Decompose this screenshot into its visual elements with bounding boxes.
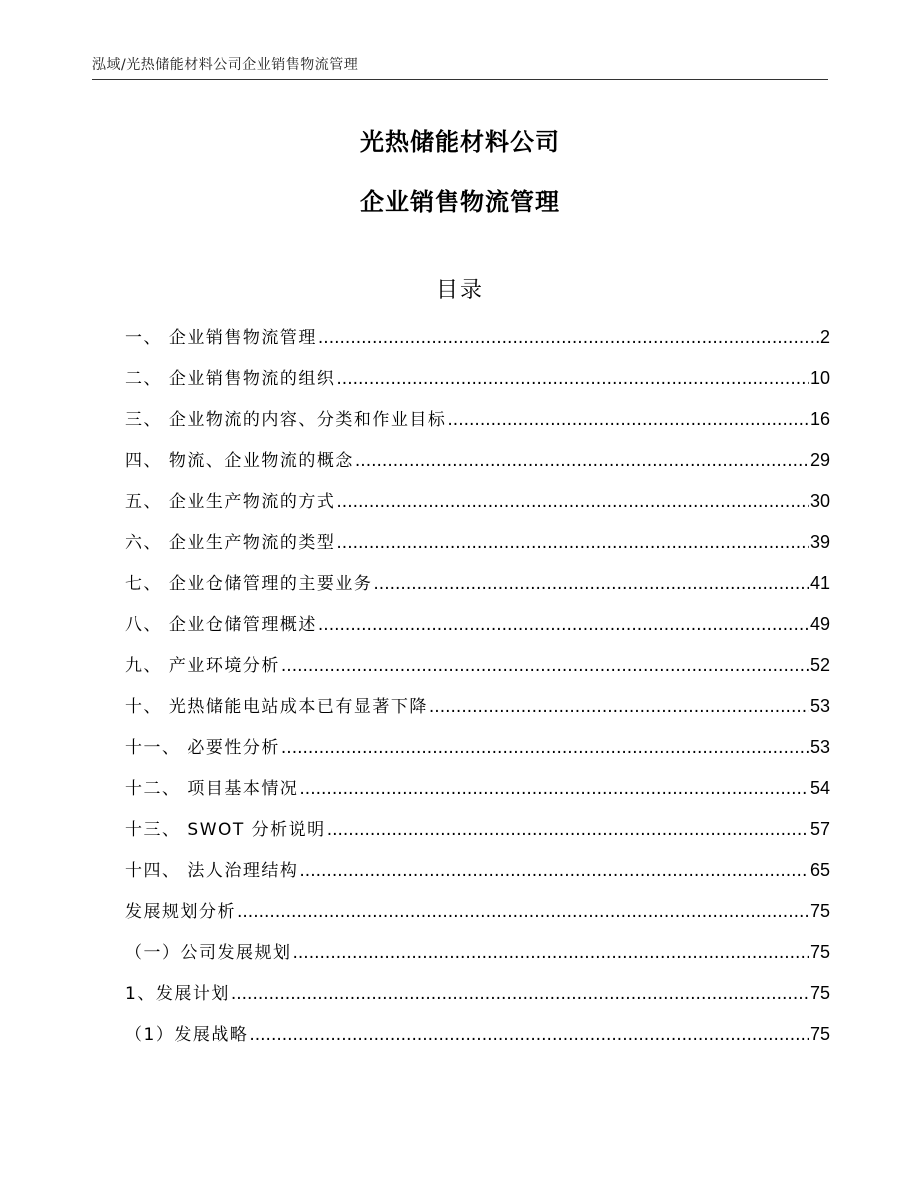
toc-entry-page: 41 <box>809 573 830 593</box>
toc-leader-dots <box>336 364 809 394</box>
toc-entry[interactable] <box>125 527 830 568</box>
toc-entry[interactable] <box>125 322 830 363</box>
toc-entry[interactable] <box>125 404 830 445</box>
toc-entry[interactable] <box>125 568 830 609</box>
toc-entry-page: 75 <box>809 1024 830 1044</box>
toc-leader-dots <box>336 528 809 558</box>
toc-entry[interactable] <box>125 732 830 773</box>
toc-leader-dots <box>299 774 809 804</box>
toc-entry-label: 八、 企业仓储管理概述 <box>125 615 317 635</box>
toc-leader-dots <box>281 651 809 681</box>
toc-entry-label: （1）发展战略 <box>125 1025 249 1045</box>
document-title-line1: 光热储能材料公司 <box>360 128 560 156</box>
toc-leader-dots <box>281 733 809 763</box>
toc-entry-label: 一、 企业销售物流管理 <box>125 328 317 348</box>
toc-entry-label: 十二、 项目基本情况 <box>125 779 299 799</box>
toc-entry[interactable] <box>125 896 830 937</box>
running-header: 泓域/光热储能材料公司企业销售物流管理 <box>92 57 359 73</box>
toc-leader-dots <box>373 569 809 599</box>
header-divider <box>92 79 828 80</box>
toc-entry-page: 10 <box>809 368 830 388</box>
toc-entry-page: 53 <box>809 696 830 716</box>
toc-entry[interactable] <box>125 1019 830 1060</box>
document-title-line2: 企业销售物流管理 <box>360 188 560 216</box>
toc-entry-page: 2 <box>819 327 830 347</box>
toc-entry[interactable] <box>125 650 830 691</box>
toc-entry-label: 九、 产业环境分析 <box>125 656 280 676</box>
toc-leader-dots <box>293 938 809 968</box>
toc-leader-dots <box>355 446 809 476</box>
toc-leader-dots <box>318 323 819 353</box>
toc-entry[interactable] <box>125 363 830 404</box>
toc-entry[interactable] <box>125 486 830 527</box>
toc-leader-dots <box>429 692 809 722</box>
toc-entry[interactable] <box>125 691 830 732</box>
toc-entry[interactable] <box>125 609 830 650</box>
toc-entry-label: 七、 企业仓储管理的主要业务 <box>125 574 373 594</box>
toc-entry-page: 75 <box>809 983 830 1003</box>
toc-entry-label: 十一、 必要性分析 <box>125 738 280 758</box>
toc-entry[interactable] <box>125 855 830 896</box>
toc-entry-label: 六、 企业生产物流的类型 <box>125 533 336 553</box>
toc-entry-page: 16 <box>809 409 830 429</box>
toc-entry[interactable] <box>125 814 830 855</box>
toc-entry-label: 十三、 SWOT 分析说明 <box>125 820 326 840</box>
toc-entry[interactable] <box>125 978 830 1019</box>
toc-entry-label: 1、发展计划 <box>125 984 230 1004</box>
toc-entry-page: 53 <box>809 737 830 757</box>
toc-entry-label: 五、 企业生产物流的方式 <box>125 492 336 512</box>
toc-entry-page: 29 <box>809 450 830 470</box>
toc-entry-page: 49 <box>809 614 830 634</box>
toc-entry-label: 二、 企业销售物流的组织 <box>125 369 336 389</box>
toc-entry-page: 30 <box>809 491 830 511</box>
toc-leader-dots <box>249 1020 809 1050</box>
toc-heading: 目录 <box>435 278 484 303</box>
toc-entry[interactable] <box>125 773 830 814</box>
toc-leader-dots <box>237 897 809 927</box>
toc-entry-label: 十、 光热储能电站成本已有显著下降 <box>125 697 428 717</box>
toc-entry-label: （一）公司发展规划 <box>125 943 292 963</box>
toc-entry-label: 发展规划分析 <box>125 902 236 922</box>
toc-entry-label: 四、 物流、企业物流的概念 <box>125 451 354 471</box>
toc-entry-page: 75 <box>809 942 830 962</box>
toc-entry-page: 52 <box>809 655 830 675</box>
toc-entry-page: 39 <box>809 532 830 552</box>
toc-entry-page: 65 <box>809 860 830 880</box>
toc-entry-page: 75 <box>809 901 830 921</box>
table-of-contents <box>125 322 830 1060</box>
toc-leader-dots <box>299 856 809 886</box>
toc-entry-page: 57 <box>809 819 830 839</box>
toc-leader-dots <box>336 487 809 517</box>
toc-entry-page: 54 <box>809 778 830 798</box>
toc-leader-dots <box>447 405 809 435</box>
toc-leader-dots <box>327 815 809 845</box>
toc-leader-dots <box>231 979 809 1009</box>
toc-entry[interactable] <box>125 937 830 978</box>
toc-entry-label: 十四、 法人治理结构 <box>125 861 299 881</box>
toc-entry-label: 三、 企业物流的内容、分类和作业目标 <box>125 410 447 430</box>
toc-leader-dots <box>318 610 809 640</box>
toc-entry[interactable] <box>125 445 830 486</box>
